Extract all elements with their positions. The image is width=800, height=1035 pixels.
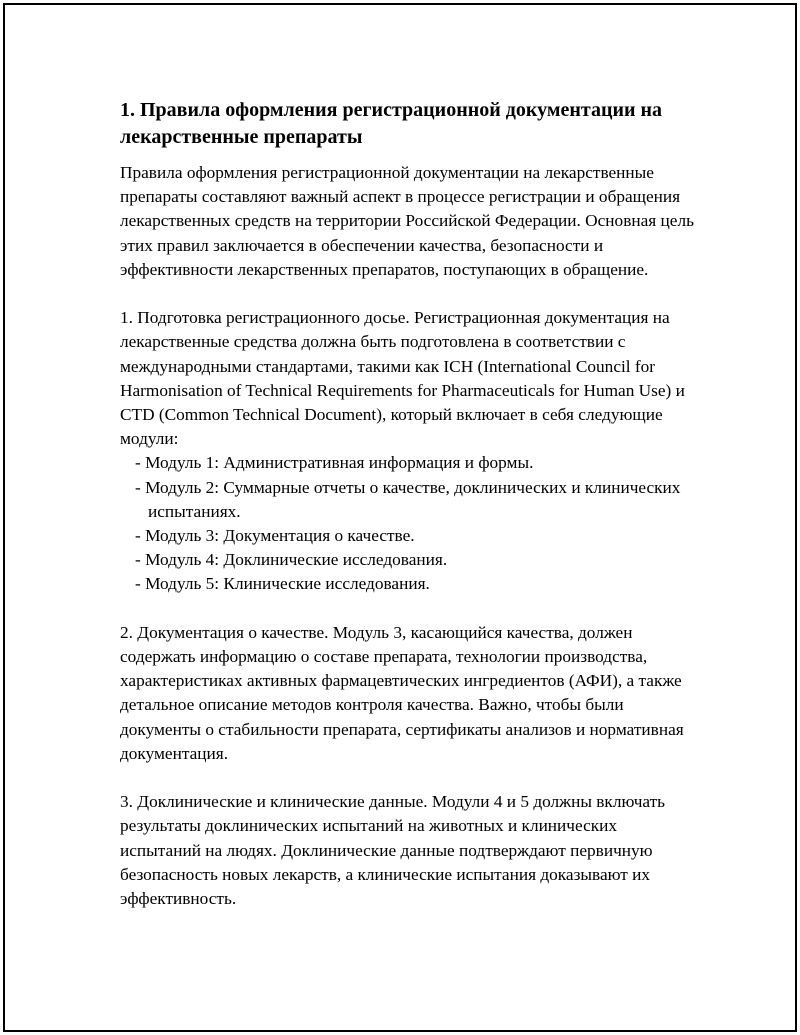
document-content — [120, 97, 700, 911]
section-1-paragraph: 1. Подготовка регистрационного досье. Регистрационная документация на лекарственные средства должна быть подготовлена в соответствии с международными стандартами, такими как ICH (International Council for Harmonisation of Technical Requirements for Pharmaceuticals for Human Use) и CTD (Common Technical Document), который включает в себя следующие модули: — [120, 308, 690, 449]
module-4-item: - Модуль 4: Доклинические исследования. — [135, 550, 448, 570]
paragraph-gap — [120, 282, 700, 306]
intro-paragraph: Правила оформления регистрационной документации на лекарственные препараты составляют важный аспект в процессе регистрации и обращения лекарственных средств на территории Российской Федерации. Основная цель этих правил заключается в обеспечении качества, безопасности и эффективности лекарственных препаратов, поступающих в обращение. — [120, 163, 699, 279]
module-3-item: - Модуль 3: Документация о качестве. — [135, 526, 415, 546]
section-2-paragraph: 2. Документация о качестве. Модуль 3, касающийся качества, должен содержать информацию о составе препарата, технологии производства, характеристиках активных фармацевтических ингредиентов (АФИ), а также детальное описание методов контроля качества. Важно, чтобы были документы о стабильности препарата, сертификаты анализов и нормативная документация. — [120, 622, 689, 763]
module-5-item: - Модуль 5: Клинические исследования. — [135, 574, 430, 594]
document-page — [3, 3, 797, 1032]
module-2-item: - Модуль 2: Суммарные отчеты о качестве, доклинических и клинических испытаниях. — [135, 477, 681, 521]
document-title: 1. Правила оформления регистрационной документации на лекарственные препараты — [120, 99, 663, 148]
paragraph-gap — [120, 766, 700, 790]
module-1-item: - Модуль 1: Административная информация и формы. — [135, 453, 534, 473]
paragraph-gap — [120, 597, 700, 621]
section-3-paragraph: 3. Доклинические и клинические данные. Модули 4 и 5 должны включать результаты доклинических испытаний на животных и клинических испытаний на людях. Доклинические данные подтверждают первичную безопасность новых лекарств, а клинические испытания доказывают их эффективность. — [120, 792, 670, 909]
